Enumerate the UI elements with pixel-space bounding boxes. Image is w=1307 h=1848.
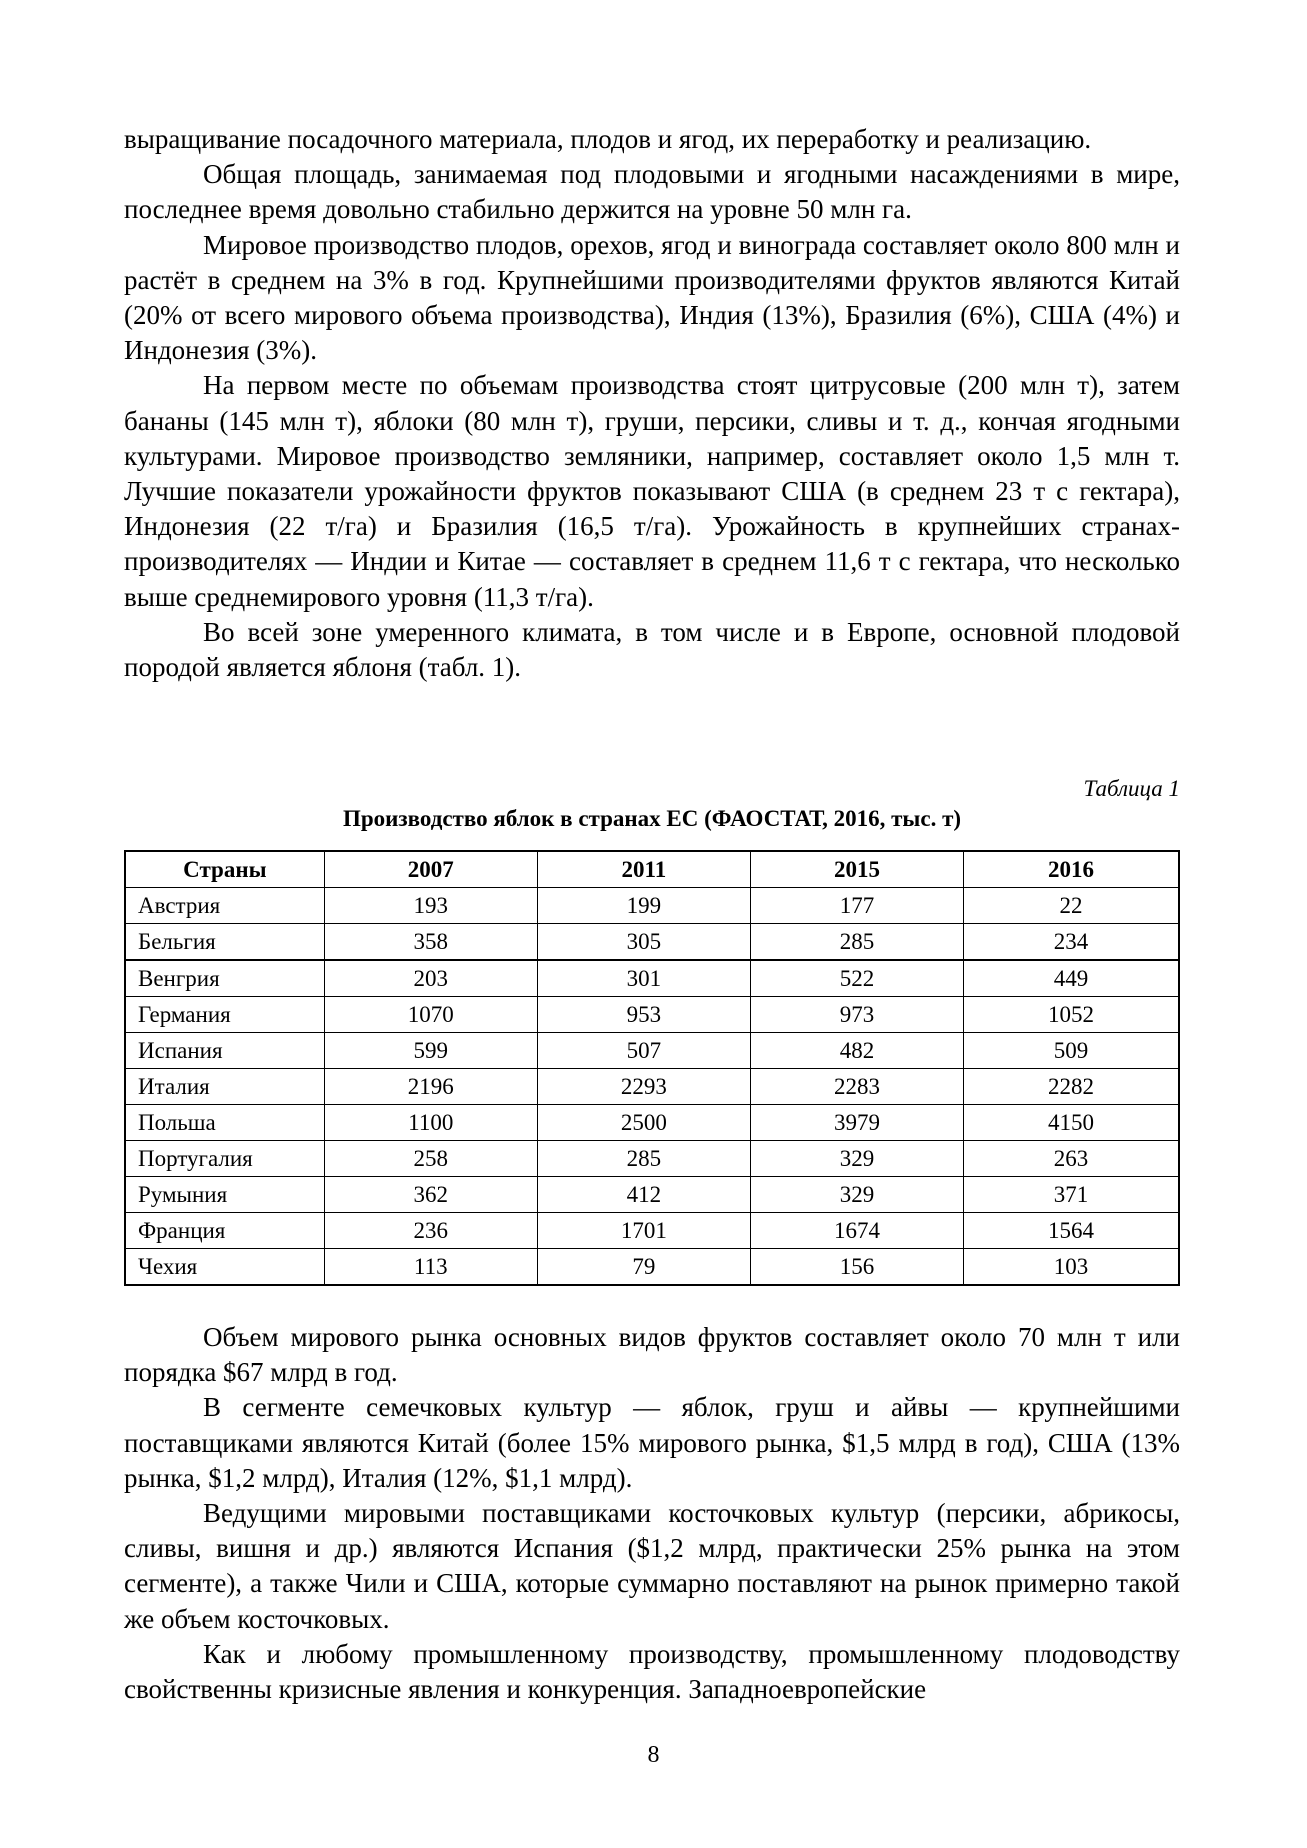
country-cell: Польша [125,1105,324,1141]
table-header-row [125,851,1179,888]
paragraph-market-volume: Объем мирового рынка основных видов фруктов составляет около 70 млн т или порядка $67 млрд в год. [124,1322,1180,1388]
table-row [125,1213,1179,1249]
value-cell: 358 [324,924,537,961]
value-cell: 2196 [324,1069,537,1105]
value-cell: 301 [537,960,750,997]
value-cell: 236 [324,1213,537,1249]
country-cell: Румыния [125,1177,324,1213]
paragraph-temperate-zone: Во всей зоне умеренного климата, в том числе и в Европе, основной плодовой породой является яблоня (табл. 1). [124,616,1180,683]
value-cell: 509 [964,1033,1179,1069]
body-text-top [124,122,1180,685]
table-row [125,1069,1179,1105]
value-cell: 522 [750,960,963,997]
table-row [125,888,1179,924]
table-row [125,1249,1179,1286]
value-cell: 203 [324,960,537,997]
value-cell: 285 [750,924,963,961]
value-cell: 599 [324,1033,537,1069]
value-cell: 2500 [537,1105,750,1141]
table-row [125,1033,1179,1069]
table-row [125,1141,1179,1177]
table-row [125,924,1179,961]
value-cell: 263 [964,1141,1179,1177]
value-cell: 2283 [750,1069,963,1105]
value-cell: 258 [324,1141,537,1177]
value-cell: 22 [964,888,1179,924]
value-cell: 177 [750,888,963,924]
value-cell: 156 [750,1249,963,1286]
value-cell: 1070 [324,997,537,1033]
paragraph-continuation: выращивание посадочного материала, плодов и ягод, их переработку и реализацию. [124,124,1092,154]
value-cell: 507 [537,1033,750,1069]
country-cell: Венгрия [125,960,324,997]
value-cell: 305 [537,924,750,961]
paragraph-world-production: Мировое производство плодов, орехов, ягод и винограда составляет около 800 млн и растёт в среднем на 3% в год. Крупнейшими производителями фруктов являются Китай (20% от всего мирового объема производства), Индия (13%), Бразилия (6%), США (4%) и Индонезия (3%). [124,229,1180,366]
paragraph-production-volumes: На первом месте по объемам производства стоят цитрусовые (200 млн т), затем бананы (145 млн т), яблоки (80 млн т), груши, персики, сливы и т. д., кончая ягодными культурами. Мировое производство земляники, например, составляет около 1,5 млн т. Лучшие показатели урожайности фруктов показывают США (в среднем 23 т с гектара), Индонезия (22 т/га) и Бразилия (16,5 т/га). Урожайность в крупнейших странах-производителях — Индии и Китае — составляет в среднем 11,6 т с гектара, что несколько выше среднемирового уровня (11,3 т/га). [124,370,1180,612]
value-cell: 79 [537,1249,750,1286]
value-cell: 1701 [537,1213,750,1249]
table-row [125,1177,1179,1213]
paragraph-competition: Как и любому промышленному производству, промышленному плодоводству свойственны кризисные явления и конкуренция. Западноевропейские [124,1638,1180,1705]
page-number: 8 [647,1742,660,1768]
value-cell: 1052 [964,997,1179,1033]
value-cell: 329 [750,1177,963,1213]
column-header: Страны [125,851,324,888]
column-header: 2016 [964,851,1179,888]
table-row [125,997,1179,1033]
value-cell: 2282 [964,1069,1179,1105]
value-cell: 3979 [750,1105,963,1141]
value-cell: 371 [964,1177,1179,1213]
value-cell: 412 [537,1177,750,1213]
value-cell: 1564 [964,1213,1179,1249]
country-cell: Австрия [125,888,324,924]
value-cell: 2293 [537,1069,750,1105]
value-cell: 4150 [964,1105,1179,1141]
paragraph-stone-fruits: Ведущими мировыми поставщиками косточковых культур (персики, абрикосы, сливы, вишня и др.) являются Испания ($1,2 млрд, практически 25% рынка на этом сегменте), а также Чили и США, которые суммарно поставляют на рынок примерно такой же объем косточковых. [124,1498,1180,1634]
apple-production-table [124,850,1180,1286]
country-cell: Франция [125,1213,324,1249]
paragraph-pome-fruits: В сегменте семечковых культур — яблок, груш и айвы — крупнейшими поставщиками являются Китай (более 15% мирового рынка, $1,5 млрд в год), США (13% рынка, $1,2 млрд), Италия (12%, $1,1 млрд). [124,1392,1180,1493]
table-caption: Таблица 1 [1083,776,1180,801]
value-cell: 362 [324,1177,537,1213]
country-cell: Чехия [125,1249,324,1286]
country-cell: Италия [125,1069,324,1105]
value-cell: 193 [324,888,537,924]
value-cell: 199 [537,888,750,924]
country-cell: Бельгия [125,924,324,961]
value-cell: 1674 [750,1213,963,1249]
country-cell: Испания [125,1033,324,1069]
table-title: Производство яблок в странах ЕС (ФАОСТАТ, 2016, тыс. т) [342,806,962,831]
country-cell: Португалия [125,1141,324,1177]
body-text-bottom [124,1320,1180,1707]
value-cell: 329 [750,1141,963,1177]
column-header: 2015 [750,851,963,888]
value-cell: 449 [964,960,1179,997]
value-cell: 973 [750,997,963,1033]
value-cell: 953 [537,997,750,1033]
column-header: 2007 [324,851,537,888]
table-row [125,960,1179,997]
value-cell: 285 [537,1141,750,1177]
column-header: 2011 [537,851,750,888]
value-cell: 113 [324,1249,537,1286]
country-cell: Германия [125,997,324,1033]
value-cell: 482 [750,1033,963,1069]
value-cell: 234 [964,924,1179,961]
value-cell: 1100 [324,1105,537,1141]
table-row [125,1105,1179,1141]
paragraph-area: Общая площадь, занимаемая под плодовыми и ягодными насаждениями в мире, последнее время довольно стабильно держится на уровне 50 млн га. [124,159,1180,225]
value-cell: 103 [964,1249,1179,1286]
